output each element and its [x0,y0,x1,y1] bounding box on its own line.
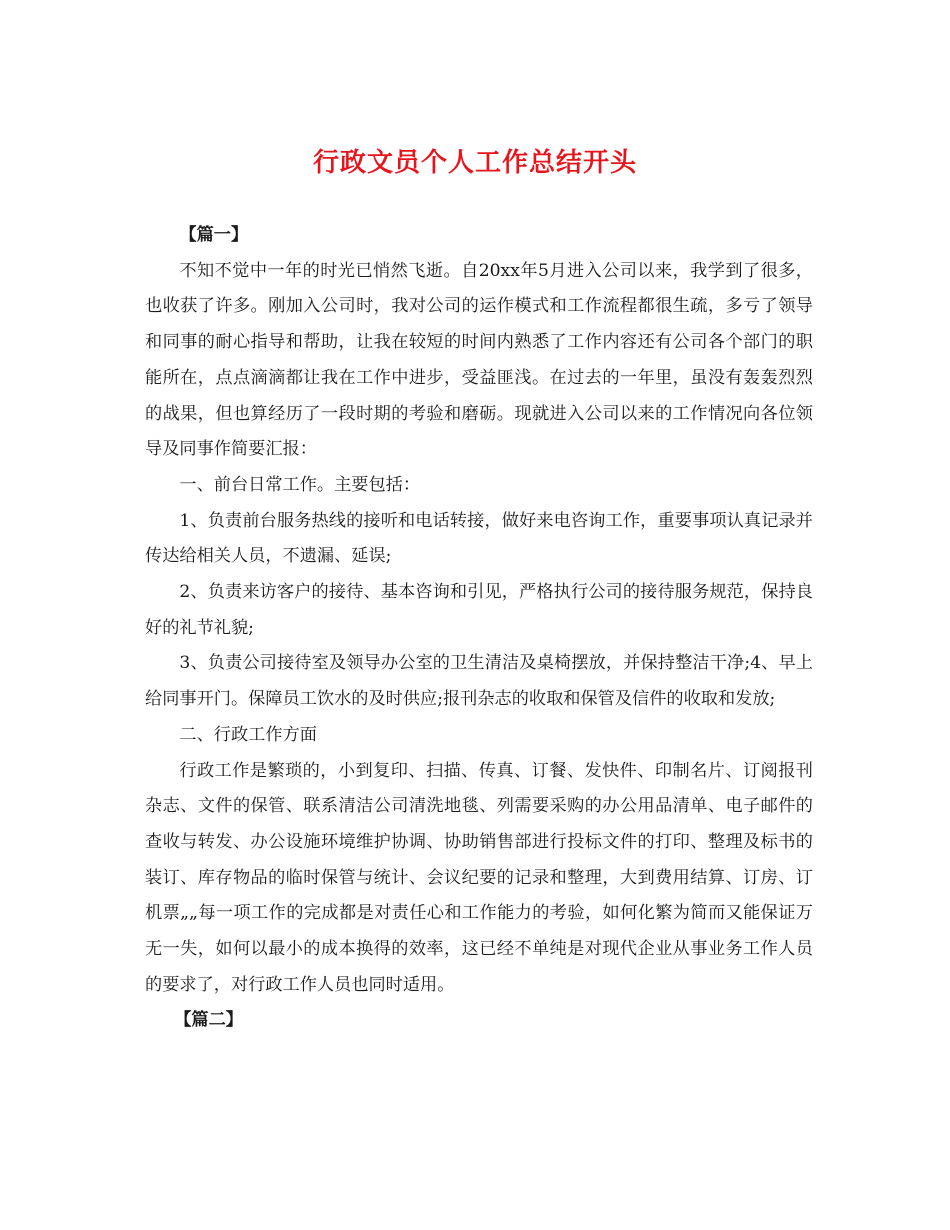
section-heading-1: 【篇一】 [179,225,249,245]
document-body [145,218,813,1039]
document-title: 行政文员个人工作总结开头 [312,148,637,178]
subheading-admin-work: 二、行政工作方面 [179,724,317,745]
list-item-3-4: 3、负责公司接待室及领导办公室的卫生清洁及桌椅摆放，并保持整洁干净;4、早上给同事开门。保障员工饮水的及时供应;报刊杂志的收取和保管及信件的收取和发放; [145,653,813,710]
list-item-2: 2、负责来访客户的接待、基本咨询和引见，严格执行公司的接待服务规范，保持良好的礼节礼貌; [145,582,813,638]
intro-paragraph: 不知不觉中一年的时光已悄然飞逝。自20xx年5月进入公司以来，我学到了很多，也收获了许多。刚加入公司时，我对公司的运作模式和工作流程都很生疏，多亏了领导和同事的耐心指导和帮助，让我在较短的时间内熟悉了工作内容还有公司各个部门的职能所在，点点滴滴都让我在工作中进步，受益匪浅。在过去的一年里，虽没有轰轰烈烈的战果，但也算经历了一段时期的考验和磨砺。现就进入公司以来的工作情况向各位领导及同事作简要汇报： [145,260,813,460]
section-heading-2: 【篇二】 [174,1010,243,1031]
admin-work-paragraph: 行政工作是繁琐的，小到复印、扫描、传真、订餐、发快件、印制名片、订阅报刊杂志、文件的保管、联系清洁公司清洗地毯、列需要采购的办公用品清单、电子邮件的查收与转发、办公设施环境维护协调、协助销售部进行投标文件的打印、整理及标书的装订、库存物品的临时保管与统计、会议纪要的记录和整理，大到费用结算、订房、订机票„„每一项工作的完成都是对责任心和工作能力的考验，如何化繁为简而又能保证万无一失，如何以最小的成本换得的效率，这已经不单纯是对现代企业从事业务工作人员的要求了，对行政工作人员也同时适用。 [145,760,813,995]
subheading-front-desk: 一、前台日常工作。主要包括： [179,474,421,495]
list-item-1: 1、负责前台服务热线的接听和电话转接，做好来电咨询工作，重要事项认真记录并传达给相关人员，不遗漏、延误; [145,510,813,567]
